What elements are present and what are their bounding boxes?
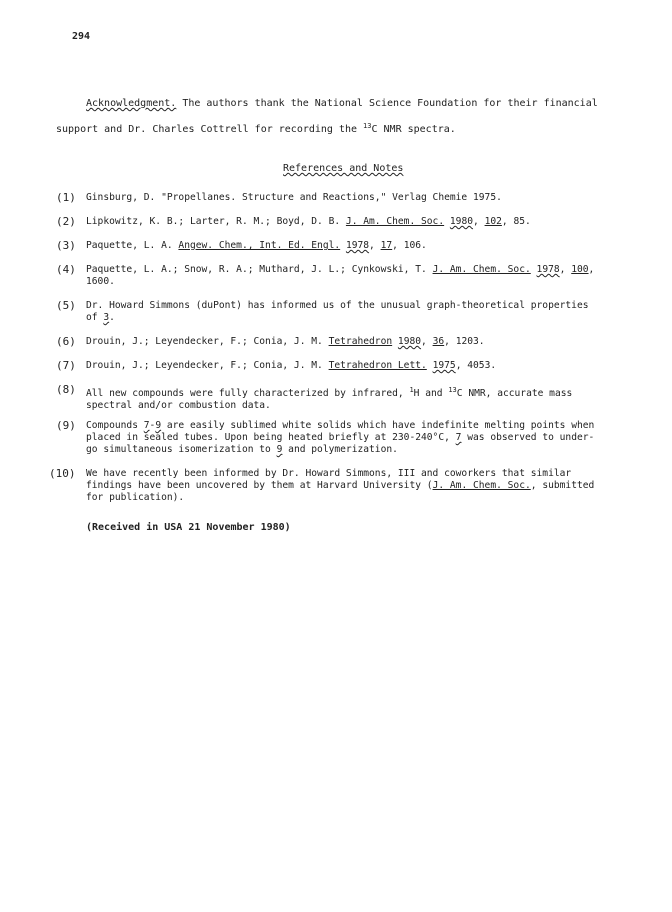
separator: - — [149, 420, 156, 431]
reference-2-pages: , 85. — [501, 216, 531, 227]
reference-3-journal: Angew. Chem., Int. Ed. Engl. — [178, 240, 341, 251]
reference-9-line-3 — [86, 444, 626, 456]
compound-number: 7 — [143, 420, 150, 431]
reference-number: (2) — [56, 215, 76, 228]
acknowledgment-text-2a: support and Dr. Charles Cottrell for recording the — [56, 124, 364, 135]
reference-4-year: 1978 — [536, 264, 560, 275]
reference-2-authors: Lipkowitz, K. B.; Larter, R. M.; Boyd, D. B. — [86, 216, 346, 227]
separator: , — [473, 216, 485, 227]
reference-7-pages: , 4053. — [455, 360, 497, 371]
reference-3-volume: 17 — [380, 240, 393, 251]
reference-5-line-2 — [86, 312, 626, 324]
reference-10-text: findings have been uncovered by them at Harvard University ( — [86, 480, 433, 491]
reference-9 — [86, 420, 626, 456]
reference-8 — [86, 384, 626, 412]
reference-8-text: C NMR, accurate mass — [456, 388, 573, 399]
reference-10-journal: J. Am. Chem. Soc. — [432, 480, 531, 491]
reference-number: (7) — [56, 359, 76, 372]
reference-6 — [86, 336, 626, 348]
reference-3-pages: , 106. — [392, 240, 427, 251]
reference-4-journal: J. Am. Chem. Soc. — [432, 264, 531, 275]
reference-6-volume: 36 — [432, 336, 445, 347]
reference-2-year: 1980 — [449, 216, 474, 227]
reference-1-text: Ginsburg, D. "Propellanes. Structure and Reactions," Verlag Chemie 1975. — [86, 192, 502, 203]
reference-7-journal: Tetrahedron Lett. — [328, 360, 427, 371]
reference-4-volume: 100 — [571, 264, 589, 275]
acknowledgment-heading: Acknowledgment. — [86, 98, 177, 109]
acknowledgment-text-1: The authors thank the National Science Foundation for their financial — [176, 98, 598, 109]
reference-9-line-2 — [86, 432, 626, 444]
compound-number: 7 — [455, 432, 462, 443]
reference-10 — [86, 468, 626, 504]
reference-4-line-1 — [86, 264, 626, 276]
separator: , — [588, 264, 595, 275]
reference-7-year: 1975 — [432, 360, 456, 371]
page-number: 294 — [72, 31, 91, 42]
reference-2-volume: 102 — [484, 216, 502, 227]
reference-3-authors: Paquette, L. A. — [86, 240, 179, 251]
reference-8-text: H and — [413, 388, 449, 399]
superscript: 1 — [409, 386, 414, 394]
reference-5-line-1: Dr. Howard Simmons (duPont) has informed us of the unusual graph-theoretical properties — [86, 300, 589, 311]
reference-number: (10) — [49, 467, 76, 480]
reference-number: (9) — [56, 419, 76, 432]
separator: . — [109, 312, 115, 323]
reference-2-journal: J. Am. Chem. Soc. — [345, 216, 445, 227]
reference-7-authors: Drouin, J.; Leyendecker, F.; Conia, J. M. — [86, 360, 329, 371]
reference-3-year: 1978 — [345, 240, 370, 251]
reference-4-authors: Paquette, L. A.; Snow, R. A.; Muthard, J. L.; Cynkowski, T. — [86, 264, 433, 275]
reference-number: (3) — [56, 239, 76, 252]
reference-10-text: , submitted — [530, 480, 595, 491]
reference-2 — [86, 216, 626, 228]
reference-10-line-1: We have recently been informed by Dr. Howard Simmons, III and coworkers that similar — [86, 468, 572, 479]
reference-8-line-2: spectral and/or combustion data. — [86, 400, 271, 411]
acknowledgment-line-2 — [56, 120, 456, 136]
reference-6-journal: Tetrahedron — [328, 336, 393, 347]
acknowledgment-text-2b: C NMR spectra. — [371, 124, 456, 135]
reference-5-text: of — [86, 312, 104, 323]
reference-number: (8) — [56, 383, 76, 396]
separator: , — [421, 336, 433, 347]
reference-7 — [86, 360, 626, 372]
separator: , — [369, 240, 381, 251]
reference-9-text: are easily sublimed white solids which have indefinite melting points when — [161, 420, 595, 431]
received-date: (Received in USA 21 November 1980) — [86, 522, 291, 533]
superscript: 13 — [448, 386, 457, 394]
reference-6-pages: , 1203. — [444, 336, 485, 347]
reference-1 — [86, 192, 626, 204]
reference-9-text: placed in sealed tubes. Upon being heated briefly at 230-240°C, — [86, 432, 456, 443]
separator: , — [559, 264, 572, 275]
reference-9-text: Compounds — [86, 420, 144, 431]
reference-number: (4) — [56, 263, 76, 276]
reference-4 — [86, 264, 626, 288]
reference-4-pages: 1600. — [86, 276, 115, 287]
reference-6-authors: Drouin, J.; Leyendecker, F.; Conia, J. M. — [86, 336, 329, 347]
compound-number: 9 — [276, 444, 283, 455]
reference-5 — [86, 300, 626, 324]
reference-8-line-1 — [86, 384, 626, 400]
reference-10-line-3: for publication). — [86, 492, 185, 503]
compound-number: 9 — [155, 420, 162, 431]
reference-9-text: and polymerization. — [282, 444, 398, 455]
reference-9-line-1 — [86, 420, 626, 432]
reference-10-line-2 — [86, 480, 626, 492]
reference-number: (6) — [56, 335, 76, 348]
references-heading: References and Notes — [283, 163, 404, 174]
acknowledgment-line-1 — [86, 97, 598, 110]
reference-6-year: 1980 — [397, 336, 422, 347]
reference-8-text: All new compounds were fully characterized by infrared, — [86, 388, 410, 399]
reference-9-text: go simultaneous isomerization to — [86, 444, 277, 455]
reference-9-text: was observed to under- — [461, 432, 595, 443]
reference-3 — [86, 240, 626, 252]
acknowledgment-sup: 13 — [363, 122, 372, 130]
reference-number: (1) — [56, 191, 76, 204]
compound-number: 3 — [103, 312, 110, 323]
reference-number: (5) — [56, 299, 76, 312]
